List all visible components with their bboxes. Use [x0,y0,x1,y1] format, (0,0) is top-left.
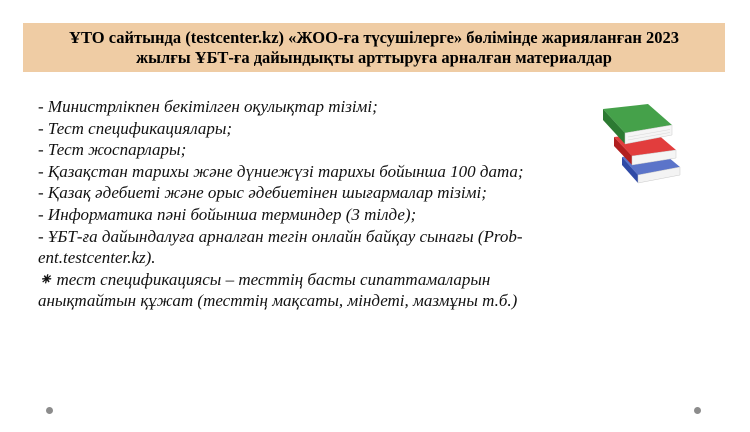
note-line-continuation: анықтайтын құжат (тесттің мақсаты, міндеті, мазмұны т.б.) [38,291,518,311]
list-item: - ҰБТ-ға дайындалуға арналған тегін онлайн байқау сынағы (Prob- [38,226,523,246]
title-line-1: ҰТО сайтында (testcenter.kz) «ЖОО-ға түсушілерге» бөлімінде жарияланған 2023 [69,28,679,47]
title-line-2: жылғы ҰБТ-ға дайындықты арттыруға арналған материалдар [136,48,612,67]
list-item-continuation: ent.testcenter.kz). [38,248,156,268]
list-item: - Министрлікпен бекітілген оқулықтар тізімі; [38,97,378,116]
list-item: - Тест жоспарлары; [38,140,187,160]
list-item: - Қазақстан тарихы және дүниежүзі тарихы бойынша 100 дата; [38,161,524,181]
list-item: - Қазақ әдебиеті және орыс әдебиетінен шығармалар тізімі; [38,183,487,203]
note-line: ⁕ тест спецификациясы – тесттің басты сипаттамаларын [38,269,491,289]
materials-list [38,96,598,312]
stack-of-books-icon [598,95,688,190]
title-banner [23,23,725,72]
nav-dot-left [46,407,53,414]
nav-dot-right [694,407,701,414]
list-item: - Тест спецификациялары; [38,118,233,138]
list-item: - Информатика пәні бойынша терминдер (3 тілде); [38,204,417,224]
